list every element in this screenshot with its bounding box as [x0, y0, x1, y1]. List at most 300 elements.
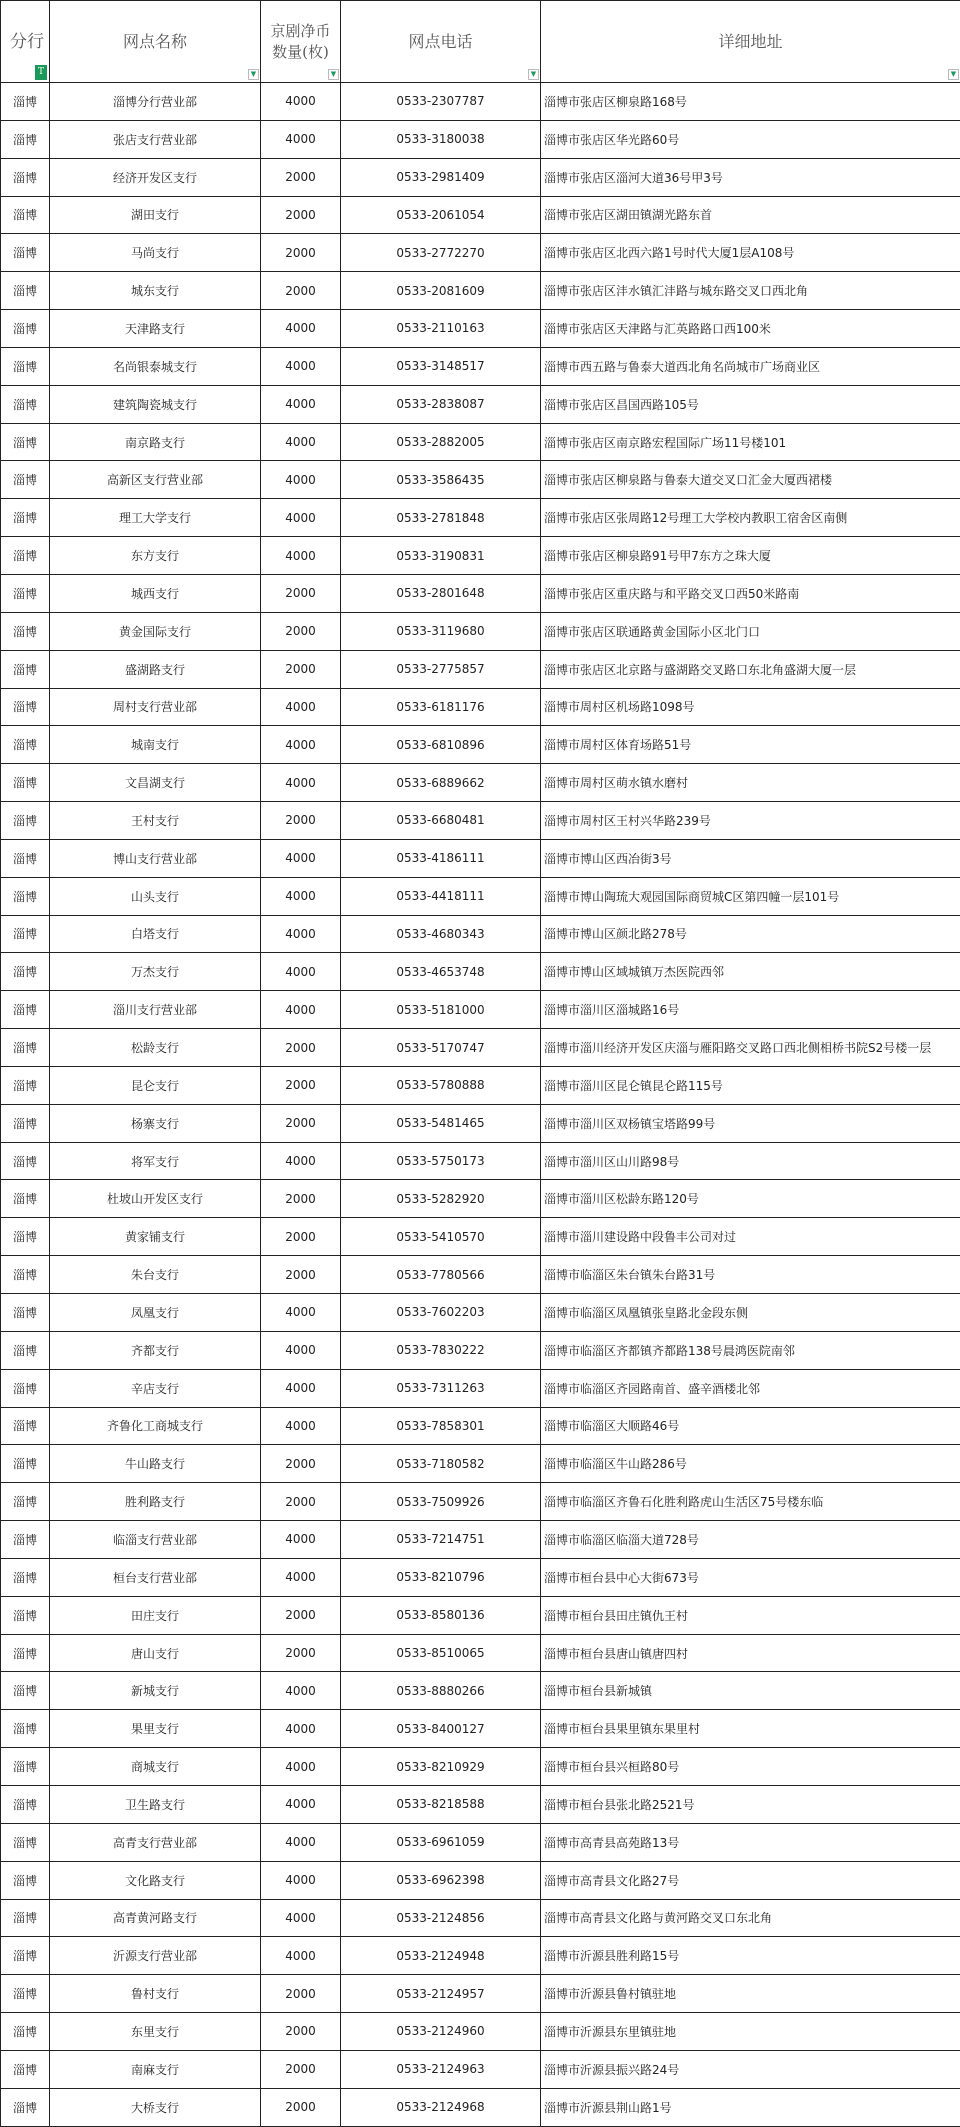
count-cell[interactable]: 2000	[261, 1445, 341, 1483]
branch-cell[interactable]: 淄博	[1, 688, 50, 726]
name-cell[interactable]: 杜坡山开发区支行	[50, 1180, 261, 1218]
branch-cell[interactable]: 淄博	[1, 991, 50, 1029]
table-row	[1, 1029, 960, 1067]
name-cell[interactable]: 牛山路支行	[50, 1445, 261, 1483]
phone-cell[interactable]: 0533-5481465	[341, 1104, 541, 1142]
filter-active-icon[interactable]: T	[35, 65, 47, 80]
phone-cell[interactable]: 0533-2838087	[341, 385, 541, 423]
address-cell[interactable]: 淄博市临淄区齐鲁石化胜利路虎山生活区75号楼东临	[541, 1483, 960, 1521]
header-phone: 网点电话 ▼	[341, 1, 541, 83]
name-cell[interactable]: 博山支行营业部	[50, 839, 261, 877]
address-cell[interactable]: 淄博市淄川区昆仑镇昆仑路115号	[541, 1066, 960, 1104]
phone-cell[interactable]: 0533-2061054	[341, 196, 541, 234]
phone-cell[interactable]: 0533-6889662	[341, 764, 541, 802]
phone-cell[interactable]: 0533-6680481	[341, 802, 541, 840]
count-cell[interactable]: 4000	[261, 347, 341, 385]
address-cell[interactable]: 淄博市淄川建设路中段鲁丰公司对过	[541, 1218, 960, 1256]
phone-cell[interactable]: 0533-5410570	[341, 1218, 541, 1256]
address-cell[interactable]: 淄博市张店区沣水镇汇沣路与城东路交叉口西北角	[541, 272, 960, 310]
branch-cell[interactable]: 淄博	[1, 423, 50, 461]
count-cell[interactable]: 2000	[261, 802, 341, 840]
address-cell[interactable]: 淄博市临淄区大顺路46号	[541, 1407, 960, 1445]
address-cell[interactable]: 淄博市临淄区凤凰镇张皇路北金段东侧	[541, 1294, 960, 1332]
dropdown-arrow-icon[interactable]: ▼	[528, 69, 539, 80]
count-cell[interactable]: 2000	[261, 574, 341, 612]
name-cell[interactable]: 湖田支行	[50, 196, 261, 234]
count-cell[interactable]: 4000	[261, 953, 341, 991]
phone-cell[interactable]: 0533-5750173	[341, 1142, 541, 1180]
phone-cell[interactable]: 0533-6810896	[341, 726, 541, 764]
address-cell[interactable]: 淄博市高青县高苑路13号	[541, 1823, 960, 1861]
name-cell[interactable]: 沂源支行营业部	[50, 1937, 261, 1975]
count-cell[interactable]: 2000	[261, 158, 341, 196]
branch-cell[interactable]: 淄博	[1, 1521, 50, 1559]
count-cell[interactable]: 2000	[261, 1975, 341, 2013]
count-cell[interactable]: 2000	[261, 1256, 341, 1294]
name-cell[interactable]: 朱台支行	[50, 1256, 261, 1294]
branch-cell[interactable]: 淄博	[1, 915, 50, 953]
table-row	[1, 120, 960, 158]
phone-cell[interactable]: 0533-2781848	[341, 499, 541, 537]
table-row	[1, 1710, 960, 1748]
branch-cell[interactable]: 淄博	[1, 1634, 50, 1672]
address-cell[interactable]: 淄博市张店区柳泉路与鲁泰大道交叉口汇金大厦西裙楼	[541, 461, 960, 499]
branch-cell[interactable]: 淄博	[1, 1256, 50, 1294]
count-cell[interactable]: 4000	[261, 423, 341, 461]
branch-cell[interactable]: 淄博	[1, 1407, 50, 1445]
address-cell[interactable]: 淄博市周村区体育场路51号	[541, 726, 960, 764]
phone-cell[interactable]: 0533-2124856	[341, 1899, 541, 1937]
count-cell[interactable]: 2000	[261, 1104, 341, 1142]
count-cell[interactable]: 2000	[261, 1029, 341, 1067]
address-cell[interactable]: 淄博市周村区机场路1098号	[541, 688, 960, 726]
address-cell[interactable]: 淄博市张店区北西六路1号时代大厦1层A108号	[541, 234, 960, 272]
count-cell[interactable]: 2000	[261, 234, 341, 272]
branch-cell[interactable]: 淄博	[1, 1861, 50, 1899]
address-cell[interactable]: 淄博市张店区湖田镇湖光路东首	[541, 196, 960, 234]
phone-cell[interactable]: 0533-2110163	[341, 310, 541, 348]
address-cell[interactable]: 淄博市沂源县振兴路24号	[541, 2050, 960, 2088]
address-cell[interactable]: 淄博市沂源县胜利路15号	[541, 1937, 960, 1975]
count-cell[interactable]: 2000	[261, 2013, 341, 2051]
count-cell[interactable]: 4000	[261, 385, 341, 423]
branch-cell[interactable]: 淄博	[1, 839, 50, 877]
phone-cell[interactable]: 0533-7858301	[341, 1407, 541, 1445]
name-cell[interactable]: 张店支行营业部	[50, 120, 261, 158]
branch-cell[interactable]: 淄博	[1, 1975, 50, 2013]
count-cell[interactable]: 2000	[261, 1596, 341, 1634]
address-cell[interactable]: 淄博市周村区萌水镇水磨村	[541, 764, 960, 802]
name-cell[interactable]: 名尚银泰城支行	[50, 347, 261, 385]
address-cell[interactable]: 淄博市张店区华光路60号	[541, 120, 960, 158]
address-cell[interactable]: 淄博市淄川区山川路98号	[541, 1142, 960, 1180]
address-cell[interactable]: 淄博市张店区柳泉路168号	[541, 83, 960, 121]
count-cell[interactable]: 2000	[261, 2050, 341, 2088]
table-row	[1, 802, 960, 840]
address-cell[interactable]: 淄博市西五路与鲁泰大道西北角名尚城市广场商业区	[541, 347, 960, 385]
count-cell[interactable]: 4000	[261, 764, 341, 802]
branch-cell[interactable]: 淄博	[1, 272, 50, 310]
phone-cell[interactable]: 0533-4186111	[341, 839, 541, 877]
address-cell[interactable]: 淄博市张店区联通路黄金国际小区北门口	[541, 612, 960, 650]
table-row	[1, 2013, 960, 2051]
name-cell[interactable]: 文化路支行	[50, 1861, 261, 1899]
branch-cell[interactable]: 淄博	[1, 612, 50, 650]
address-cell[interactable]: 淄博市张店区淄河大道36号甲3号	[541, 158, 960, 196]
count-cell[interactable]: 4000	[261, 1823, 341, 1861]
phone-cell[interactable]: 0533-8580136	[341, 1596, 541, 1634]
branch-cell[interactable]: 淄博	[1, 953, 50, 991]
name-cell[interactable]: 高青黄河路支行	[50, 1899, 261, 1937]
count-cell[interactable]: 4000	[261, 1937, 341, 1975]
name-cell[interactable]: 南京路支行	[50, 423, 261, 461]
table-row	[1, 158, 960, 196]
branch-cell[interactable]: 淄博	[1, 1785, 50, 1823]
table-row	[1, 347, 960, 385]
phone-cell[interactable]: 0533-2801648	[341, 574, 541, 612]
name-cell[interactable]: 田庄支行	[50, 1596, 261, 1634]
phone-cell[interactable]: 0533-3190831	[341, 537, 541, 575]
phone-cell[interactable]: 0533-7180582	[341, 1445, 541, 1483]
name-cell[interactable]: 白塔支行	[50, 915, 261, 953]
branch-cell[interactable]: 淄博	[1, 2088, 50, 2126]
count-cell[interactable]: 4000	[261, 120, 341, 158]
count-cell[interactable]: 4000	[261, 83, 341, 121]
branch-cell[interactable]: 淄博	[1, 1445, 50, 1483]
name-cell[interactable]: 淄川支行营业部	[50, 991, 261, 1029]
address-cell[interactable]: 淄博市淄川区淄城路16号	[541, 991, 960, 1029]
address-cell[interactable]: 淄博市临淄区临淄大道728号	[541, 1521, 960, 1559]
address-cell[interactable]: 淄博市淄川区松龄东路120号	[541, 1180, 960, 1218]
name-cell[interactable]: 鲁村支行	[50, 1975, 261, 2013]
branch-cell[interactable]: 淄博	[1, 347, 50, 385]
phone-cell[interactable]: 0533-8210796	[341, 1558, 541, 1596]
count-cell[interactable]: 2000	[261, 650, 341, 688]
address-cell[interactable]: 淄博市临淄区齐都镇齐都路138号晨鸿医院南邻	[541, 1331, 960, 1369]
table-row	[1, 1483, 960, 1521]
phone-cell[interactable]: 0533-7509926	[341, 1483, 541, 1521]
count-cell[interactable]: 4000	[261, 1672, 341, 1710]
table-row	[1, 953, 960, 991]
phone-cell[interactable]: 0533-8880266	[341, 1672, 541, 1710]
branch-cell[interactable]: 淄博	[1, 764, 50, 802]
branch-cell[interactable]: 淄博	[1, 1558, 50, 1596]
count-cell[interactable]: 2000	[261, 1066, 341, 1104]
phone-cell[interactable]: 0533-8218588	[341, 1785, 541, 1823]
phone-cell[interactable]: 0533-7830222	[341, 1331, 541, 1369]
count-cell[interactable]: 4000	[261, 1861, 341, 1899]
address-cell[interactable]: 淄博市沂源县东里镇驻地	[541, 2013, 960, 2051]
branch-cell[interactable]: 淄博	[1, 1672, 50, 1710]
phone-cell[interactable]: 0533-2124963	[341, 2050, 541, 2088]
count-cell[interactable]: 4000	[261, 1748, 341, 1786]
name-cell[interactable]: 盛湖路支行	[50, 650, 261, 688]
branch-cell[interactable]: 淄博	[1, 802, 50, 840]
branch-cell[interactable]: 淄博	[1, 1596, 50, 1634]
phone-cell[interactable]: 0533-6181176	[341, 688, 541, 726]
branch-cell[interactable]: 淄博	[1, 1483, 50, 1521]
name-cell[interactable]: 理工大学支行	[50, 499, 261, 537]
phone-cell[interactable]: 0533-2081609	[341, 272, 541, 310]
phone-cell[interactable]: 0533-4680343	[341, 915, 541, 953]
count-cell[interactable]: 2000	[261, 1483, 341, 1521]
address-cell[interactable]: 淄博市沂源县鲁村镇驻地	[541, 1975, 960, 2013]
name-cell[interactable]: 杨寨支行	[50, 1104, 261, 1142]
branch-cell[interactable]: 淄博	[1, 1029, 50, 1067]
address-cell[interactable]: 淄博市博山区域城镇万杰医院西邻	[541, 953, 960, 991]
branch-cell[interactable]: 淄博	[1, 1748, 50, 1786]
address-cell[interactable]: 淄博市博山陶琉大观园国际商贸城C区第四幢一层101号	[541, 877, 960, 915]
address-cell[interactable]: 淄博市桓台县张北路2521号	[541, 1785, 960, 1823]
phone-cell[interactable]: 0533-2772270	[341, 234, 541, 272]
phone-cell[interactable]: 0533-2124948	[341, 1937, 541, 1975]
count-cell[interactable]: 4000	[261, 537, 341, 575]
branch-cell[interactable]: 淄博	[1, 158, 50, 196]
phone-cell[interactable]: 0533-4418111	[341, 877, 541, 915]
address-cell[interactable]: 淄博市临淄区齐园路南首、盛辛酒楼北邻	[541, 1369, 960, 1407]
table-row	[1, 1634, 960, 1672]
table-row	[1, 915, 960, 953]
branch-cell[interactable]: 淄博	[1, 2050, 50, 2088]
branch-cell[interactable]: 淄博	[1, 2013, 50, 2051]
count-cell[interactable]: 4000	[261, 1294, 341, 1332]
phone-cell[interactable]: 0533-6961059	[341, 1823, 541, 1861]
address-cell[interactable]: 淄博市周村区王村兴华路239号	[541, 802, 960, 840]
table-row	[1, 1218, 960, 1256]
count-cell[interactable]: 2000	[261, 272, 341, 310]
branch-cell[interactable]: 淄博	[1, 877, 50, 915]
phone-cell[interactable]: 0533-8210929	[341, 1748, 541, 1786]
branch-cell[interactable]: 淄博	[1, 1823, 50, 1861]
count-cell[interactable]: 2000	[261, 196, 341, 234]
name-cell[interactable]: 王村支行	[50, 802, 261, 840]
name-cell[interactable]: 黄金国际支行	[50, 612, 261, 650]
branch-cell[interactable]: 淄博	[1, 1937, 50, 1975]
branch-cell[interactable]: 淄博	[1, 1218, 50, 1256]
name-cell[interactable]: 桓台支行营业部	[50, 1558, 261, 1596]
count-cell[interactable]: 2000	[261, 612, 341, 650]
count-cell[interactable]: 2000	[261, 1180, 341, 1218]
name-cell[interactable]: 果里支行	[50, 1710, 261, 1748]
name-cell[interactable]: 淄博分行营业部	[50, 83, 261, 121]
phone-cell[interactable]: 0533-3180038	[341, 120, 541, 158]
name-cell[interactable]: 齐鲁化工商城支行	[50, 1407, 261, 1445]
phone-cell[interactable]: 0533-5181000	[341, 991, 541, 1029]
phone-cell[interactable]: 0533-2124957	[341, 1975, 541, 2013]
phone-cell[interactable]: 0533-6962398	[341, 1861, 541, 1899]
name-cell[interactable]: 唐山支行	[50, 1634, 261, 1672]
count-cell[interactable]: 4000	[261, 991, 341, 1029]
address-cell[interactable]: 淄博市张店区南京路宏程国际广场11号楼101	[541, 423, 960, 461]
count-cell[interactable]: 2000	[261, 2088, 341, 2126]
name-cell[interactable]: 将军支行	[50, 1142, 261, 1180]
table-row	[1, 764, 960, 802]
phone-cell[interactable]: 0533-8510065	[341, 1634, 541, 1672]
name-cell[interactable]: 凤凰支行	[50, 1294, 261, 1332]
phone-cell[interactable]: 0533-4653748	[341, 953, 541, 991]
name-cell[interactable]: 东里支行	[50, 2013, 261, 2051]
phone-cell[interactable]: 0533-2882005	[341, 423, 541, 461]
phone-cell[interactable]: 0533-7780566	[341, 1256, 541, 1294]
address-cell[interactable]: 淄博市临淄区朱台镇朱台路31号	[541, 1256, 960, 1294]
branch-cell[interactable]: 淄博	[1, 83, 50, 121]
name-cell[interactable]: 万杰支行	[50, 953, 261, 991]
table-row	[1, 1445, 960, 1483]
phone-cell[interactable]: 0533-2307787	[341, 83, 541, 121]
count-cell[interactable]: 4000	[261, 310, 341, 348]
branch-cell[interactable]: 淄博	[1, 1369, 50, 1407]
name-cell[interactable]: 周村支行营业部	[50, 688, 261, 726]
count-cell[interactable]: 4000	[261, 1331, 341, 1369]
phone-cell[interactable]: 0533-2124968	[341, 2088, 541, 2126]
count-cell[interactable]: 4000	[261, 1521, 341, 1559]
phone-cell[interactable]: 0533-2775857	[341, 650, 541, 688]
dropdown-arrow-icon[interactable]: ▼	[328, 69, 339, 80]
branch-cell[interactable]: 淄博	[1, 1331, 50, 1369]
phone-cell[interactable]: 0533-8400127	[341, 1710, 541, 1748]
branch-cell[interactable]: 淄博	[1, 234, 50, 272]
branch-cell[interactable]: 淄博	[1, 499, 50, 537]
name-cell[interactable]: 高新区支行营业部	[50, 461, 261, 499]
phone-cell[interactable]: 0533-7214751	[341, 1521, 541, 1559]
address-cell[interactable]: 淄博市博山区颜北路278号	[541, 915, 960, 953]
name-cell[interactable]: 山头支行	[50, 877, 261, 915]
phone-cell[interactable]: 0533-7311263	[341, 1369, 541, 1407]
table-row	[1, 839, 960, 877]
phone-cell[interactable]: 0533-7602203	[341, 1294, 541, 1332]
name-cell[interactable]: 南麻支行	[50, 2050, 261, 2088]
phone-cell[interactable]: 0533-5282920	[341, 1180, 541, 1218]
address-cell[interactable]: 淄博市桓台县果里镇东果里村	[541, 1710, 960, 1748]
address-cell[interactable]: 淄博市博山区西冶街3号	[541, 839, 960, 877]
phone-cell[interactable]: 0533-2981409	[341, 158, 541, 196]
count-cell[interactable]: 4000	[261, 726, 341, 764]
count-cell[interactable]: 4000	[261, 915, 341, 953]
branch-cell[interactable]: 淄博	[1, 1294, 50, 1332]
address-cell[interactable]: 淄博市桓台县中心大街673号	[541, 1558, 960, 1596]
branch-cell[interactable]: 淄博	[1, 461, 50, 499]
address-cell[interactable]: 淄博市张店区张周路12号理工大学校内教职工宿舍区南侧	[541, 499, 960, 537]
name-cell[interactable]: 高青支行营业部	[50, 1823, 261, 1861]
branch-cell[interactable]: 淄博	[1, 1104, 50, 1142]
address-cell[interactable]: 淄博市沂源县荆山路1号	[541, 2088, 960, 2126]
branch-cell[interactable]: 淄博	[1, 1899, 50, 1937]
address-cell[interactable]: 淄博市淄川区双杨镇宝塔路99号	[541, 1104, 960, 1142]
phone-cell[interactable]: 0533-5170747	[341, 1029, 541, 1067]
address-cell[interactable]: 淄博市张店区北京路与盛湖路交叉路口东北角盛湖大厦一层	[541, 650, 960, 688]
table-row	[1, 1823, 960, 1861]
table-row	[1, 1899, 960, 1937]
branch-cell[interactable]: 淄博	[1, 1180, 50, 1218]
address-cell[interactable]: 淄博市高青县文化路与黄河路交叉口东北角	[541, 1899, 960, 1937]
address-cell[interactable]: 淄博市高青县文化路27号	[541, 1861, 960, 1899]
address-cell[interactable]: 淄博市桓台县唐山镇唐四村	[541, 1634, 960, 1672]
branch-cell[interactable]: 淄博	[1, 574, 50, 612]
address-cell[interactable]: 淄博市桓台县新城镇	[541, 1672, 960, 1710]
branch-cell[interactable]: 淄博	[1, 385, 50, 423]
count-cell[interactable]: 4000	[261, 461, 341, 499]
name-cell[interactable]: 黄家铺支行	[50, 1218, 261, 1256]
dropdown-arrow-icon[interactable]: ▼	[948, 69, 959, 80]
name-cell[interactable]: 文昌湖支行	[50, 764, 261, 802]
name-cell[interactable]: 东方支行	[50, 537, 261, 575]
name-cell[interactable]: 昆仑支行	[50, 1066, 261, 1104]
name-cell[interactable]: 经济开发区支行	[50, 158, 261, 196]
address-cell[interactable]: 淄博市张店区重庆路与和平路交叉口西50米路南	[541, 574, 960, 612]
name-cell[interactable]: 城西支行	[50, 574, 261, 612]
count-cell[interactable]: 4000	[261, 688, 341, 726]
branch-cell[interactable]: 淄博	[1, 1710, 50, 1748]
name-cell[interactable]: 卫生路支行	[50, 1785, 261, 1823]
name-cell[interactable]: 城南支行	[50, 726, 261, 764]
name-cell[interactable]: 大桥支行	[50, 2088, 261, 2126]
address-cell[interactable]: 淄博市张店区天津路与汇英路路口西100米	[541, 310, 960, 348]
branch-cell[interactable]: 淄博	[1, 120, 50, 158]
phone-cell[interactable]: 0533-2124960	[341, 2013, 541, 2051]
branch-cell[interactable]: 淄博	[1, 196, 50, 234]
header-count: 京剧净币数量(枚) ▼	[261, 1, 341, 83]
table-row	[1, 423, 960, 461]
address-cell[interactable]: 淄博市桓台县田庄镇仇王村	[541, 1596, 960, 1634]
table-row	[1, 688, 960, 726]
branch-cell[interactable]: 淄博	[1, 1066, 50, 1104]
branch-cell[interactable]: 淄博	[1, 1142, 50, 1180]
count-cell[interactable]: 4000	[261, 877, 341, 915]
name-cell[interactable]: 辛店支行	[50, 1369, 261, 1407]
address-cell[interactable]: 淄博市临淄区牛山路286号	[541, 1445, 960, 1483]
branch-cell[interactable]: 淄博	[1, 650, 50, 688]
name-cell[interactable]: 城东支行	[50, 272, 261, 310]
count-cell[interactable]: 4000	[261, 1710, 341, 1748]
count-cell[interactable]: 4000	[261, 1899, 341, 1937]
count-cell[interactable]: 4000	[261, 1785, 341, 1823]
dropdown-arrow-icon[interactable]: ▼	[248, 69, 259, 80]
count-cell[interactable]: 2000	[261, 1634, 341, 1672]
name-cell[interactable]: 马尚支行	[50, 234, 261, 272]
phone-cell[interactable]: 0533-3119680	[341, 612, 541, 650]
table-row	[1, 196, 960, 234]
count-cell[interactable]: 4000	[261, 1369, 341, 1407]
name-cell[interactable]: 胜利路支行	[50, 1483, 261, 1521]
address-cell[interactable]: 淄博市淄川经济开发区庆淄与雁阳路交叉路口西北侧相桥书院S2号楼一层	[541, 1029, 960, 1067]
name-cell[interactable]: 新城支行	[50, 1672, 261, 1710]
name-cell[interactable]: 建筑陶瓷城支行	[50, 385, 261, 423]
header-address: 详细地址 ▼	[541, 1, 960, 83]
count-cell[interactable]: 4000	[261, 1558, 341, 1596]
branch-cell[interactable]: 淄博	[1, 310, 50, 348]
name-cell[interactable]: 齐都支行	[50, 1331, 261, 1369]
phone-cell[interactable]: 0533-3148517	[341, 347, 541, 385]
count-cell[interactable]: 4000	[261, 1142, 341, 1180]
name-cell[interactable]: 天津路支行	[50, 310, 261, 348]
header-branch: 分行 T	[1, 1, 50, 83]
phone-cell[interactable]: 0533-5780888	[341, 1066, 541, 1104]
count-cell[interactable]: 4000	[261, 499, 341, 537]
name-cell[interactable]: 松龄支行	[50, 1029, 261, 1067]
count-cell[interactable]: 2000	[261, 1218, 341, 1256]
table-row	[1, 1294, 960, 1332]
name-cell[interactable]: 临淄支行营业部	[50, 1521, 261, 1559]
branch-cell[interactable]: 淄博	[1, 537, 50, 575]
count-cell[interactable]: 4000	[261, 839, 341, 877]
count-cell[interactable]: 4000	[261, 1407, 341, 1445]
address-cell[interactable]: 淄博市张店区昌国西路105号	[541, 385, 960, 423]
address-cell[interactable]: 淄博市张店区柳泉路91号甲7东方之珠大厦	[541, 537, 960, 575]
phone-cell[interactable]: 0533-3586435	[341, 461, 541, 499]
name-cell[interactable]: 商城支行	[50, 1748, 261, 1786]
branch-cell[interactable]: 淄博	[1, 726, 50, 764]
address-cell[interactable]: 淄博市桓台县兴桓路80号	[541, 1748, 960, 1786]
